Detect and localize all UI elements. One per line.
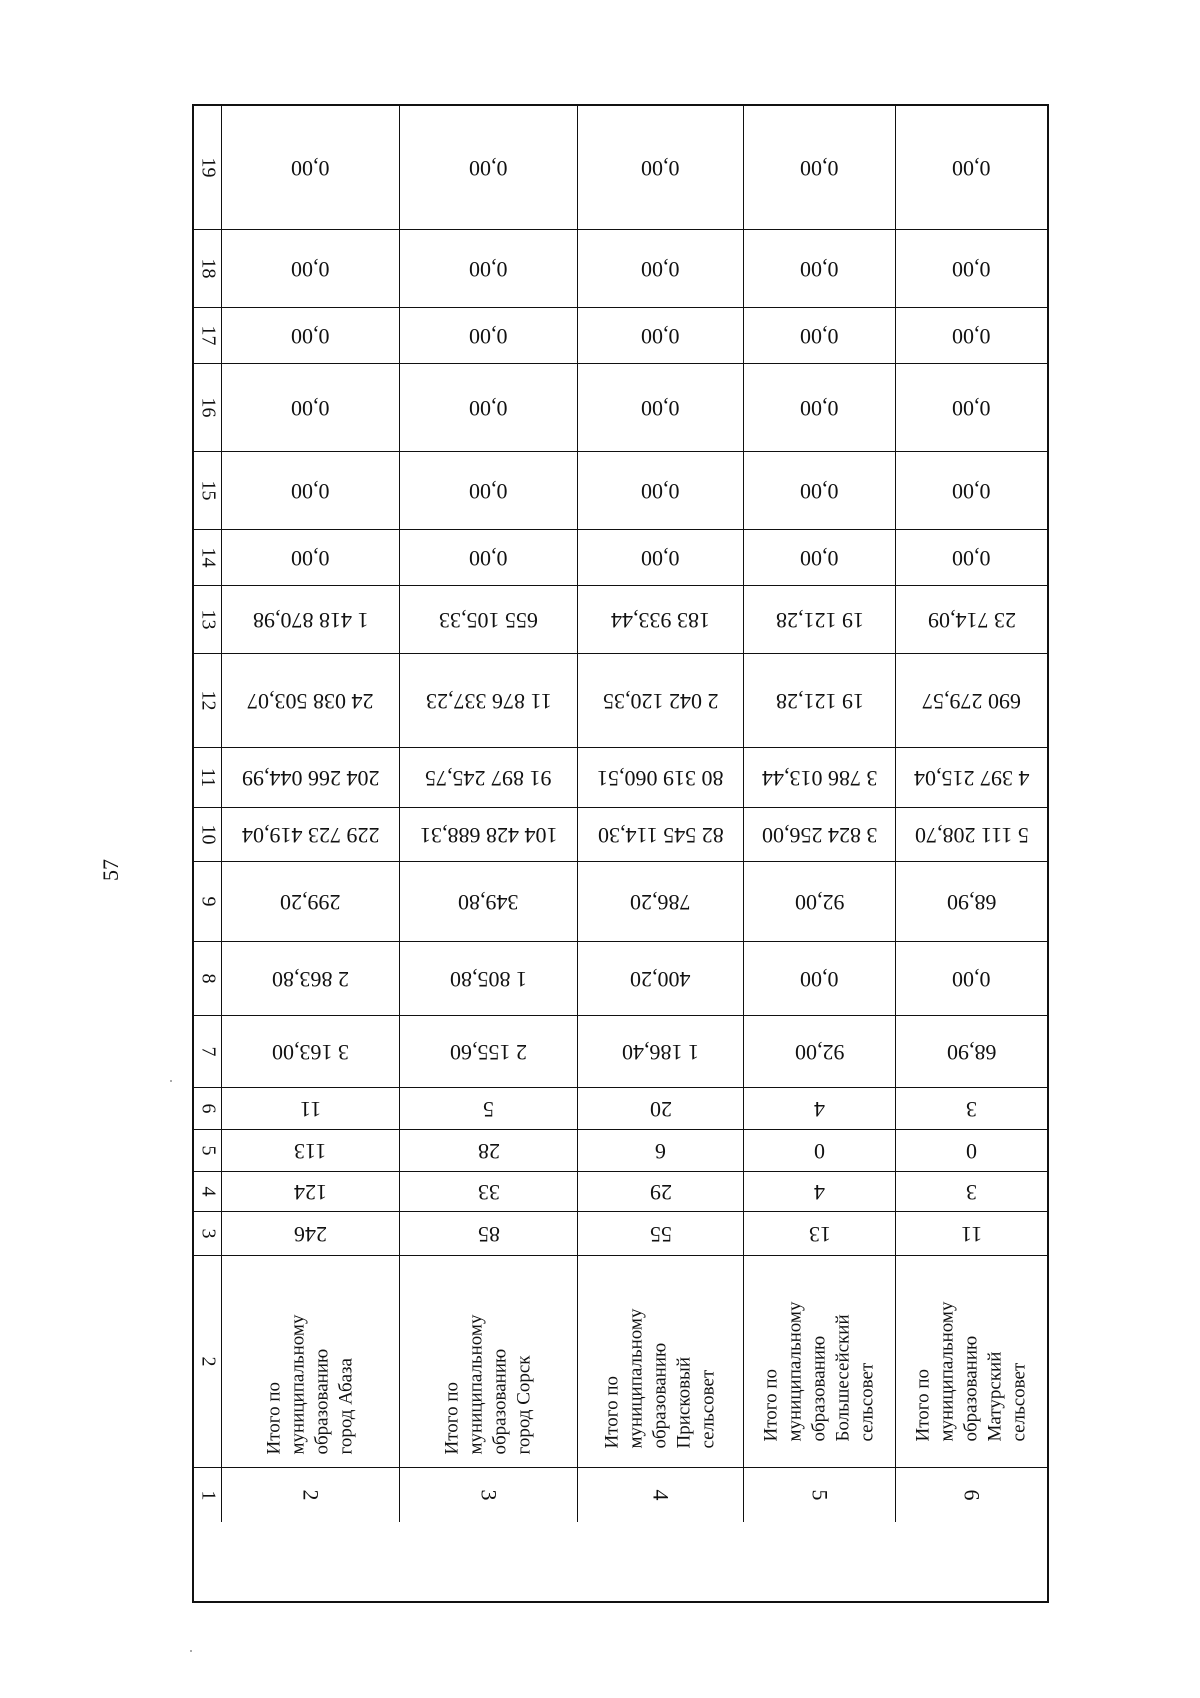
value-text: 4 [814, 1179, 825, 1205]
value-text: 0 [814, 1138, 825, 1164]
value-cell [578, 1172, 744, 1211]
value-text: 29 [649, 1179, 672, 1205]
column-number-label: 1 [197, 1490, 219, 1500]
row-label-cell [896, 1256, 1047, 1467]
table-column-17 [194, 308, 1047, 364]
column-number-label: 2 [197, 1356, 219, 1367]
value-text: 246 [294, 1221, 327, 1247]
value-text: 0,00 [641, 323, 680, 349]
value-text: 0 [966, 1138, 977, 1164]
value-cell [578, 364, 744, 451]
row-number-cell [896, 1468, 1047, 1522]
value-cell [578, 230, 744, 307]
column-number [194, 1468, 222, 1522]
row-label-cell [400, 1256, 578, 1467]
value-text: 20 [649, 1096, 672, 1122]
column-number [194, 364, 222, 451]
value-cell [744, 862, 896, 941]
value-cell [744, 364, 896, 451]
column-number [194, 1130, 222, 1171]
value-text: 0,00 [469, 256, 508, 282]
row-number-text: 4 [648, 1489, 674, 1501]
value-cell [896, 862, 1047, 941]
value-cell [400, 1130, 578, 1171]
column-number [194, 106, 222, 229]
value-text: 11 [299, 1096, 322, 1122]
value-text: 0,00 [641, 155, 680, 181]
value-cell [222, 106, 400, 229]
table-column-11 [194, 748, 1047, 808]
value-text: 5 [483, 1096, 494, 1122]
row-label-text: Итого по муниципальному образованию город Абаза [263, 1314, 357, 1454]
table-column-18 [194, 230, 1047, 308]
value-cell [400, 586, 578, 653]
value-text: 0,00 [469, 395, 508, 421]
value-text: 104 428 688,31 [419, 822, 558, 848]
value-text: 6 [655, 1138, 666, 1164]
column-number-label: 17 [197, 325, 219, 346]
column-number-label: 12 [197, 690, 219, 711]
value-cell [578, 1016, 744, 1087]
value-text: 204 266 044,99 [241, 765, 380, 791]
value-cell [400, 230, 578, 307]
value-cell [400, 1088, 578, 1129]
value-text: 655 105,33 [439, 607, 538, 633]
table-column-6 [194, 1088, 1047, 1130]
value-cell [744, 230, 896, 307]
value-cell [400, 862, 578, 941]
data-table [192, 104, 1049, 1603]
value-cell [400, 654, 578, 747]
value-cell [578, 748, 744, 807]
row-label-text: Итого по муниципальному образованию Большесейский сельсовет [760, 1301, 878, 1441]
value-text: 786,20 [630, 889, 691, 915]
value-text: 0,00 [952, 155, 991, 181]
value-cell [896, 586, 1047, 653]
value-cell [744, 530, 896, 585]
value-text: 0,00 [291, 155, 330, 181]
value-cell [744, 748, 896, 807]
column-number [194, 230, 222, 307]
column-number-label: 8 [197, 973, 219, 984]
value-text: 0,00 [800, 545, 839, 571]
column-number-label: 10 [197, 824, 219, 845]
table-column-19 [194, 106, 1047, 230]
value-cell [400, 942, 578, 1015]
value-cell [578, 1212, 744, 1255]
column-number-label: 19 [197, 157, 219, 178]
value-text: 0,00 [291, 323, 330, 349]
value-text: 0,00 [800, 395, 839, 421]
row-number-text: 3 [476, 1489, 502, 1501]
table-column-9 [194, 862, 1047, 942]
value-text: 23 714,09 [927, 607, 1016, 633]
column-number-label: 13 [197, 609, 219, 630]
table-column-3 [194, 1212, 1047, 1256]
value-text: 55 [649, 1221, 672, 1247]
row-number-cell [578, 1468, 744, 1522]
value-text: 0,00 [291, 545, 330, 571]
value-cell [744, 452, 896, 529]
value-cell [578, 308, 744, 363]
row-number-cell [744, 1468, 896, 1522]
value-text: 92,00 [794, 889, 845, 915]
column-number [194, 808, 222, 861]
value-cell [896, 1172, 1047, 1211]
value-cell [744, 1130, 896, 1171]
value-text: 0,00 [469, 545, 508, 571]
value-text: 91 897 245,75 [425, 765, 552, 791]
value-text: 0,00 [469, 478, 508, 504]
value-cell [896, 808, 1047, 861]
value-cell [222, 530, 400, 585]
value-text: 0,00 [291, 478, 330, 504]
table-column-5 [194, 1130, 1047, 1172]
value-cell [222, 586, 400, 653]
value-cell [744, 308, 896, 363]
value-cell [896, 230, 1047, 307]
value-text: 0,00 [800, 478, 839, 504]
value-text: 13 [808, 1221, 831, 1247]
column-number-label: 6 [197, 1103, 219, 1114]
value-cell [400, 452, 578, 529]
column-number [194, 452, 222, 529]
column-number-label: 7 [197, 1046, 219, 1057]
table-column-4 [194, 1172, 1047, 1212]
row-label-text: Итого по муниципальному образованию Матурский сельсовет [912, 1301, 1030, 1441]
value-cell [896, 654, 1047, 747]
value-cell [896, 942, 1047, 1015]
value-cell [744, 654, 896, 747]
value-cell [896, 1212, 1047, 1255]
value-text: 0,00 [952, 478, 991, 504]
value-text: 0,00 [952, 545, 991, 571]
value-text: 28 [477, 1138, 500, 1164]
column-number-label: 4 [197, 1186, 219, 1197]
column-number-label: 15 [197, 480, 219, 501]
value-text: 68,90 [946, 889, 997, 915]
value-text: 113 [294, 1138, 327, 1164]
table-column-13 [194, 586, 1047, 654]
table-column-14 [194, 530, 1047, 586]
value-text: 0,00 [952, 323, 991, 349]
value-cell [400, 748, 578, 807]
value-cell [400, 808, 578, 861]
value-cell [578, 1088, 744, 1129]
row-label-cell [578, 1256, 744, 1467]
value-cell [222, 230, 400, 307]
row-number-text: 5 [807, 1489, 833, 1501]
value-cell [222, 1172, 400, 1211]
value-cell [222, 748, 400, 807]
value-text: 11 [960, 1221, 983, 1247]
value-cell [896, 1088, 1047, 1129]
value-cell [896, 530, 1047, 585]
value-cell [744, 1016, 896, 1087]
value-cell [744, 1088, 896, 1129]
column-number [194, 942, 222, 1015]
value-text: 0,00 [952, 395, 991, 421]
row-label-text: Итого по муниципальному образованию город Сорск [441, 1314, 535, 1454]
scan-speck [170, 1080, 172, 1082]
value-cell [400, 1172, 578, 1211]
row-number-cell [400, 1468, 578, 1522]
value-text: 3 786 013,44 [761, 765, 878, 791]
value-text: 0,00 [952, 966, 991, 992]
value-text: 0,00 [800, 323, 839, 349]
value-cell [896, 1016, 1047, 1087]
value-cell [222, 862, 400, 941]
value-text: 3 163,00 [272, 1039, 349, 1065]
value-text: 690 279,57 [922, 688, 1021, 714]
value-cell [578, 862, 744, 941]
value-cell [896, 106, 1047, 229]
value-cell [222, 1212, 400, 1255]
value-text: 0,00 [641, 478, 680, 504]
value-text: 0,00 [469, 323, 508, 349]
value-cell [744, 106, 896, 229]
value-text: 0,00 [952, 256, 991, 282]
value-cell [744, 942, 896, 1015]
value-text: 2 863,80 [272, 966, 349, 992]
value-text: 400,20 [630, 966, 691, 992]
table-column-1 [194, 1468, 1047, 1522]
value-cell [578, 586, 744, 653]
column-number-label: 3 [197, 1228, 219, 1239]
value-text: 80 319 060,51 [597, 765, 724, 791]
column-number [194, 1088, 222, 1129]
value-text: 19 121,28 [775, 607, 864, 633]
value-cell [222, 364, 400, 451]
value-text: 299,20 [280, 889, 341, 915]
value-cell [896, 308, 1047, 363]
column-number [194, 748, 222, 807]
column-number-label: 11 [196, 767, 219, 788]
value-cell [222, 308, 400, 363]
value-cell [222, 654, 400, 747]
column-number-label: 16 [197, 397, 219, 418]
value-text: 2 155,60 [450, 1039, 527, 1065]
value-text: 1 186,40 [622, 1039, 699, 1065]
table-column-12 [194, 654, 1047, 748]
table-column-15 [194, 452, 1047, 530]
row-number-text: 2 [298, 1489, 324, 1501]
scan-speck [190, 1650, 192, 1652]
row-label-cell [744, 1256, 896, 1467]
value-text: 4 397 215,04 [913, 765, 1030, 791]
value-cell [222, 1130, 400, 1171]
column-number [194, 586, 222, 653]
value-text: 85 [477, 1221, 500, 1247]
table-column-8 [194, 942, 1047, 1016]
column-number [194, 1256, 222, 1467]
value-cell [222, 1016, 400, 1087]
value-cell [222, 452, 400, 529]
row-label-text: Итого по муниципальному образованию Присковый сельсовет [601, 1308, 719, 1448]
value-cell [578, 530, 744, 585]
column-number [194, 308, 222, 363]
row-number-cell [222, 1468, 400, 1522]
value-cell [400, 1016, 578, 1087]
value-cell [400, 308, 578, 363]
value-text: 124 [294, 1179, 327, 1205]
value-cell [896, 748, 1047, 807]
table-column-2 [194, 1256, 1047, 1468]
value-cell [222, 942, 400, 1015]
value-text: 3 824 256,00 [761, 822, 878, 848]
value-text: 19 121,28 [775, 688, 864, 714]
value-text: 0,00 [469, 155, 508, 181]
value-cell [744, 808, 896, 861]
value-text: 11 876 337,23 [425, 688, 552, 714]
value-text: 2 042 120,35 [602, 688, 719, 714]
column-number [194, 530, 222, 585]
value-cell [578, 942, 744, 1015]
value-cell [578, 808, 744, 861]
value-cell [400, 364, 578, 451]
value-text: 33 [477, 1179, 500, 1205]
value-cell [578, 106, 744, 229]
column-number [194, 654, 222, 747]
value-text: 0,00 [291, 395, 330, 421]
value-text: 229 723 419,04 [241, 822, 380, 848]
value-cell [222, 1088, 400, 1129]
value-text: 0,00 [800, 256, 839, 282]
value-cell [744, 586, 896, 653]
column-number [194, 862, 222, 941]
table-column-7 [194, 1016, 1047, 1088]
column-number-label: 14 [197, 547, 219, 568]
value-cell [222, 808, 400, 861]
value-text: 68,90 [946, 1039, 997, 1065]
value-cell [400, 106, 578, 229]
value-cell [744, 1212, 896, 1255]
value-text: 183 933,44 [611, 607, 710, 633]
value-text: 349,80 [458, 889, 519, 915]
column-number [194, 1212, 222, 1255]
row-label-cell [222, 1256, 400, 1467]
column-number-label: 18 [197, 258, 219, 279]
value-text: 0,00 [800, 966, 839, 992]
value-text: 0,00 [641, 256, 680, 282]
value-text: 0,00 [291, 256, 330, 282]
value-cell [400, 1212, 578, 1255]
value-text: 5 111 208,70 [914, 822, 1029, 848]
table-column-16 [194, 364, 1047, 452]
value-text: 92,00 [794, 1039, 845, 1065]
column-number [194, 1172, 222, 1211]
table-column-10 [194, 808, 1047, 862]
value-text: 3 [966, 1096, 977, 1122]
value-text: 24 038 503,07 [247, 688, 374, 714]
value-cell [896, 364, 1047, 451]
value-cell [744, 1172, 896, 1211]
value-text: 0,00 [641, 395, 680, 421]
value-cell [578, 1130, 744, 1171]
value-text: 82 545 114,30 [597, 822, 724, 848]
column-number [194, 1016, 222, 1087]
page-number: 57 [98, 859, 123, 881]
value-text: 0,00 [641, 545, 680, 571]
value-text: 3 [966, 1179, 977, 1205]
value-cell [896, 452, 1047, 529]
value-cell [578, 654, 744, 747]
value-text: 1 418 870,98 [252, 607, 369, 633]
value-text: 4 [814, 1096, 825, 1122]
value-text: 0,00 [800, 155, 839, 181]
row-number-text: 6 [959, 1489, 985, 1501]
column-number-label: 9 [197, 896, 219, 907]
value-cell [578, 452, 744, 529]
value-cell [896, 1130, 1047, 1171]
column-number-label: 5 [197, 1145, 219, 1156]
value-cell [400, 530, 578, 585]
value-text: 1 805,80 [450, 966, 527, 992]
